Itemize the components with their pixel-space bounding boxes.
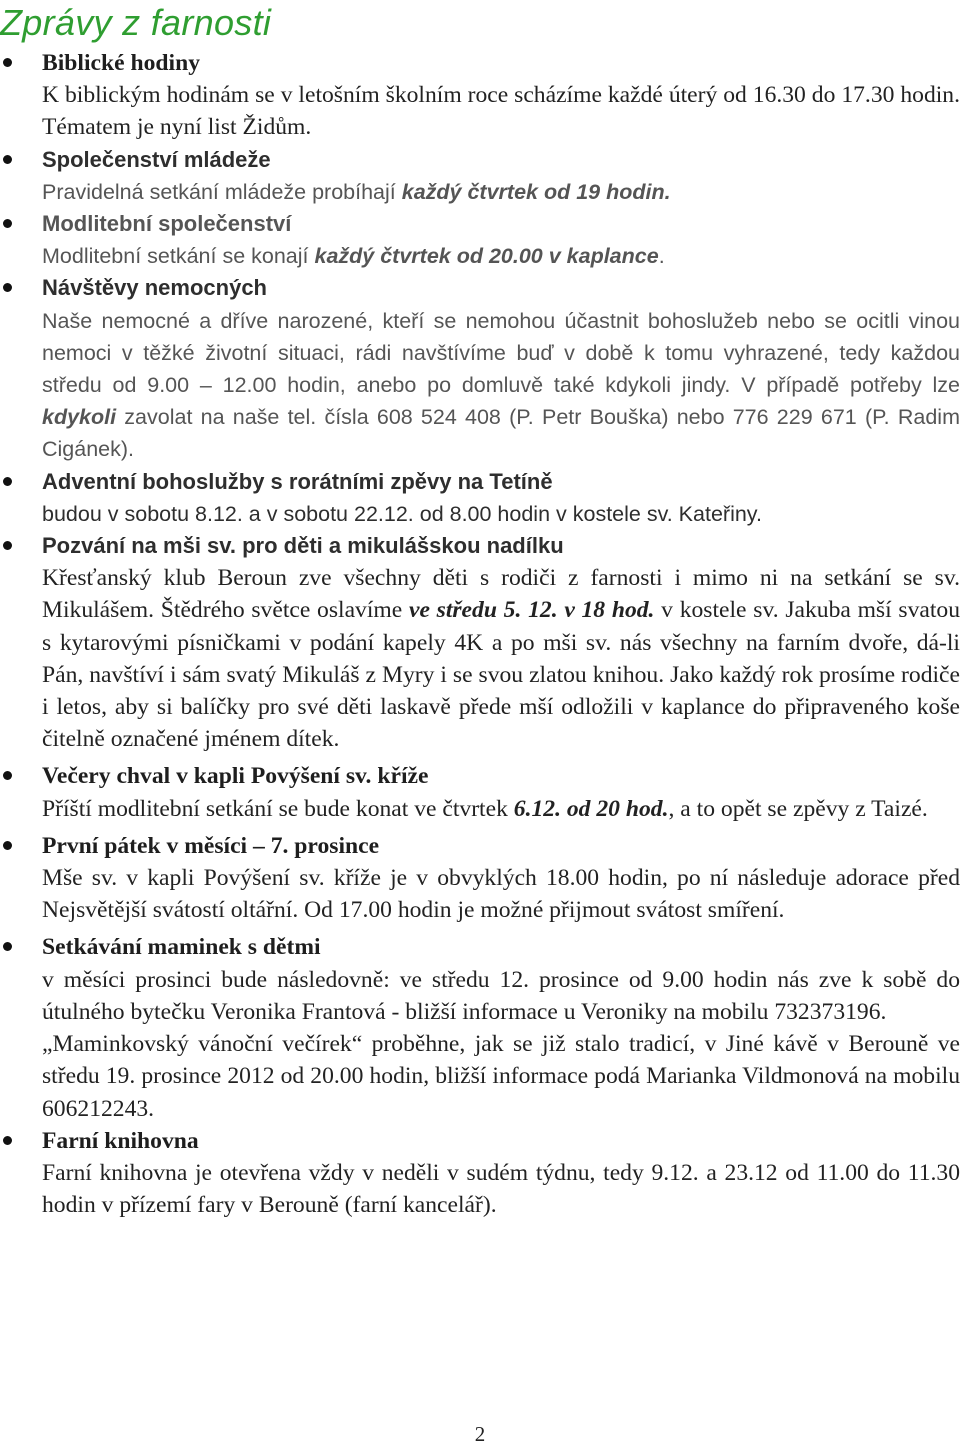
news-body-text: . bbox=[658, 244, 665, 269]
news-body bbox=[42, 176, 960, 208]
news-item-parish-library bbox=[0, 1125, 960, 1222]
bullet-icon bbox=[3, 771, 12, 780]
news-heading: Modlitební společenství bbox=[42, 211, 292, 237]
news-body-emphasis: každý čtvrtek od 20.00 v kaplance bbox=[314, 244, 659, 269]
news-body-emphasis: 6.12. od 20 hod. bbox=[513, 795, 669, 822]
news-item-mothers-meeting bbox=[0, 931, 960, 1124]
news-heading: Farní knihovna bbox=[42, 1127, 199, 1154]
news-item-first-friday bbox=[0, 830, 960, 927]
news-body-text: v kostele sv. Jakuba mší svatou s kytarovými písničkami v podání kapely 4K a po mši sv. nás všechny na farním dvoře, dá-li Pán, navštíví i sám svatý Mikuláš z Myry i se svou zlatou knihou. Jako každý rok prosíme rodiče i letos, aby si balíčky pro své děti laskavě přede mší odložili v kaplance do připraveného koše čitelně označené jménem dítek. bbox=[42, 597, 960, 753]
news-body bbox=[42, 793, 960, 825]
bullet-icon bbox=[3, 942, 12, 951]
news-item-praise-evenings bbox=[0, 760, 960, 824]
news-body: v měsíci prosinci bude následovně: ve středu 12. prosince od 9.00 hodin nás zve k sobě do útulného bytečku Veronika Frantová - bližší informace u Veroniky na mobilu 732373196. bbox=[42, 966, 960, 1025]
news-body-text: zavolat na naše tel. čísla 608 524 408 (P. Petr Bouška) nebo 776 229 671 (P. Radim Cigánek). bbox=[42, 405, 960, 462]
news-heading: První pátek v měsíci – 7. prosince bbox=[42, 832, 380, 859]
news-list bbox=[0, 47, 960, 1221]
bullet-icon bbox=[3, 155, 12, 164]
bullet-icon bbox=[3, 1136, 12, 1145]
news-item-advent-masses bbox=[0, 466, 960, 530]
news-body-emphasis: kdykoli bbox=[42, 405, 117, 430]
news-body: Farní knihovna je otevřena vždy v neděli v sudém týdnu, tedy 9.12. a 23.12 od 11.00 do 11.30 hodin v přízemí fary v Berouně (farní kancelář). bbox=[42, 1159, 960, 1219]
news-heading: Pozvání na mši sv. pro děti a mikulášskou nadílku bbox=[42, 533, 564, 559]
news-body-second-paragraph: „Maminkovský vánoční večírek“ proběhne, jak se již stalo tradicí, v Jiné kávě v Berouně ve středu 19. prosince 2012 od 20.00 hodin, bližší informace podá Marianka Vildmonová na mobilu 606212243. bbox=[42, 1031, 960, 1122]
news-body-emphasis: každý čtvrtek od 19 hodin. bbox=[401, 179, 671, 204]
bullet-icon bbox=[3, 541, 12, 550]
bullet-icon bbox=[3, 58, 12, 67]
bullet-icon bbox=[3, 283, 12, 292]
news-body-text: Naše nemocné a dříve narozené, kteří se nemohou účastnit bohoslužeb nebo se ocitli vinou nemoci v těžké životní situaci, rádi navštívíme buď v době k tomu vyhrazené, tedy každou středu od 9.00 – 12.00 hodin, anebo po domluvě také kdykoli jindy. V případě potřeby lze bbox=[42, 308, 960, 398]
news-body bbox=[42, 240, 960, 272]
news-body: K biblickým hodinám se v letošním školním roce scházíme každé úterý od 16.30 do 17.30 hodin. Tématem je nyní list Židům. bbox=[42, 82, 960, 141]
news-body-text: Příští modlitební setkání se bude konat ve čtvrtek bbox=[42, 795, 514, 822]
news-body-text: , a to opět se zpěvy z Taizé. bbox=[668, 795, 928, 822]
news-body: Mše sv. v kapli Povýšení sv. kříže je v obvyklých 18.00 hodin, po ní následuje adorace před Nejsvětější svátostí oltářní. Od 17.00 hodin je možné přijmout svátost smíření. bbox=[42, 865, 960, 924]
news-heading: Biblické hodiny bbox=[42, 50, 201, 76]
bullet-icon bbox=[3, 841, 12, 850]
news-body-text: Křesťanský klub Beroun zve všechny děti s rodiči z farnosti i mimo ni na setkání se sv. Mikulášem. Štědrého světce oslavíme bbox=[42, 565, 960, 624]
news-body bbox=[42, 305, 960, 466]
news-heading: Večery chval v kapli Povýšení sv. kříže bbox=[42, 763, 429, 790]
news-body bbox=[42, 562, 960, 755]
news-heading: Společenství mládeže bbox=[42, 146, 271, 172]
news-item-bible-hours bbox=[0, 47, 960, 144]
news-item-st-nicholas bbox=[0, 530, 960, 755]
news-body-emphasis: ve středu 5. 12. v 18 hod. bbox=[408, 597, 655, 624]
page-title: Zprávy z farnosti bbox=[0, 2, 272, 43]
bullet-icon bbox=[3, 219, 12, 228]
news-body-text: Pravidelná setkání mládeže probíhají bbox=[42, 179, 402, 204]
news-item-sick-visits bbox=[0, 272, 960, 465]
news-item-youth bbox=[0, 144, 960, 208]
news-heading: Návštěvy nemocných bbox=[42, 275, 267, 301]
news-item-prayer-community bbox=[0, 208, 960, 272]
news-heading: Setkávání maminek s dětmi bbox=[42, 934, 321, 961]
news-body: budou v sobotu 8.12. a v sobotu 22.12. od 8.00 hodin v kostele sv. Kateřiny. bbox=[42, 501, 762, 526]
news-body-text: Modlitební setkání se konají bbox=[42, 244, 315, 269]
bullet-icon bbox=[3, 477, 12, 486]
news-heading: Adventní bohoslužby s rorátními zpěvy na Tetíně bbox=[42, 468, 553, 494]
page-number: 2 bbox=[474, 1422, 486, 1446]
